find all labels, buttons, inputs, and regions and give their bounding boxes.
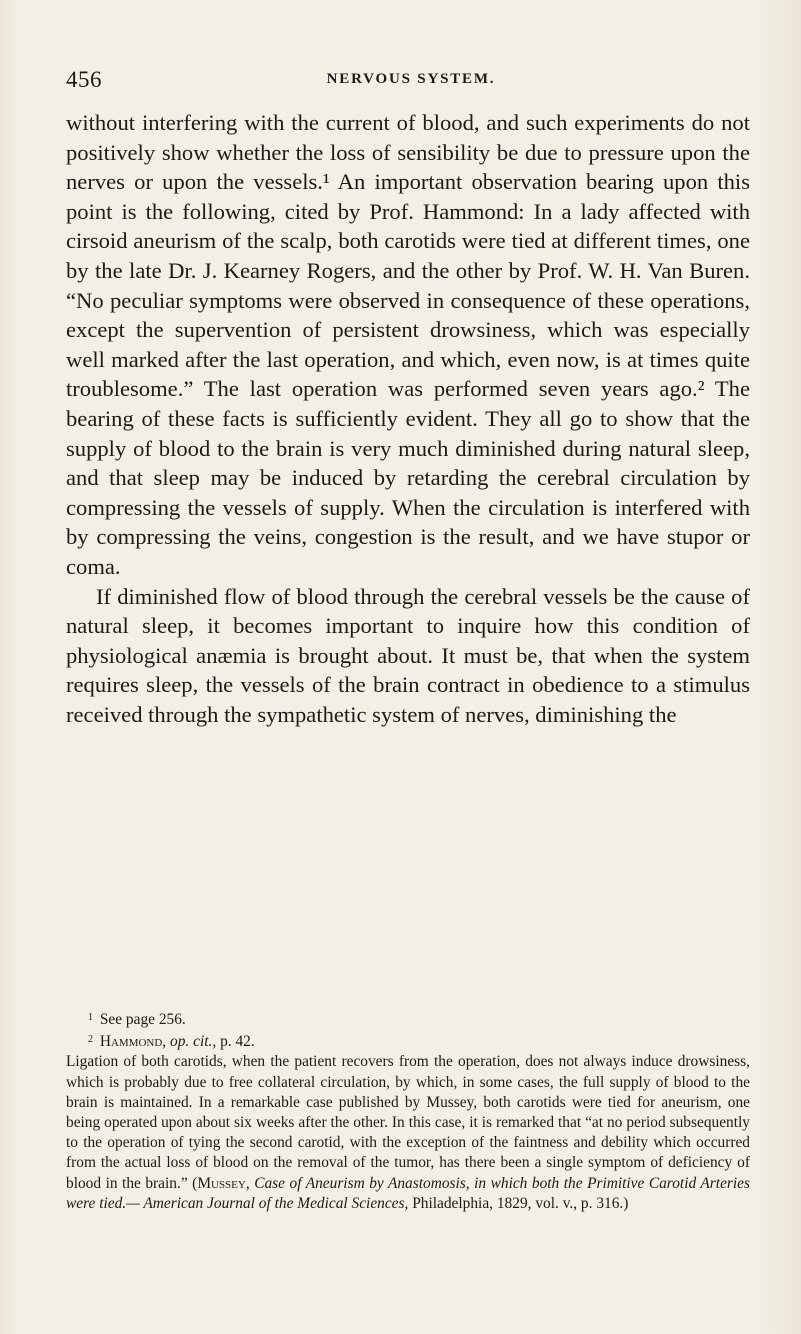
running-title: NERVOUS SYSTEM. [326,71,496,87]
footnote-1 [66,1008,750,1030]
body-text [66,108,750,729]
footnote-2-mussey: Mussey, [197,1174,250,1192]
body-paragraph-2: If diminished flow of blood through the cerebral vessels be the cause of natural sleep, it becomes important to inquire how this condition of physiological anæmia is brought about. It must be, that when the system requires sleep, the vessels of the brain contract in obedience to a stimulus received through the sympathetic system of nerves, diminishing the [66,583,750,727]
footnote-2-paragraph [66,1052,750,1214]
footnotes [66,1008,750,1214]
footnote-2-title: Case of Aneurism by Anastomosis, in which both the Primitive Carotid Arteries were tied.— American Journal of the Medical Sciences, [66,1174,750,1212]
footnote-2 [66,1030,750,1052]
footnote-2-marker: 2 [88,1034,93,1046]
footnote-2-tail: Philadelphia, 1829, vol. v., p. 316.) [412,1194,629,1212]
footnote-1-marker: 1 [88,1012,93,1023]
body-paragraph-1: without interfering with the current of blood, and such experiments do not positively show whether the loss of sensibility be due to pressure upon the nerves or upon the vessels.¹ An important observation bearing upon this point is the following, cited by Prof. Hammond: In a lady affected with cirsoid aneurism of the scalp, both carotids were tied at different times, one by the late Dr. J. Kearney Rogers, and the other by Prof. W. H. Van Buren. “No peculiar symptoms were observed in consequence of these operations, except the supervention of persistent drowsiness, which was especially well marked after the last operation, and which, even now, is at times quite troublesome.” The last operation was performed seven years ago.² The bearing of these facts is sufficiently evident. They all go to show that the supply of blood to the brain is very much diminished during natural sleep, and that sleep may be induced by retarding the cerebral circulation by compressing the vessels of supply. When the circulation is interfered with by compressing the veins, congestion is the result, and we have stupor or coma. [66,110,750,579]
page-header [66,67,746,93]
footnote-2-author: Hammond, [99,1033,167,1051]
footnote-1-text: See page 256. [99,1011,186,1028]
footnote-2-page: p. 42. [220,1033,255,1051]
page-number: 456 [66,67,102,92]
footnote-2-cite: op. cit., [170,1033,217,1051]
footnote-2-para-a: Ligation of both carotids, when the patient recovers from the operation, does not always induce drowsiness, which is probably due to free collateral circulation, by which, in some cases, the full supply of blood to the brain is maintained. In a remarkable case published by Mussey, both carotids were tied for aneurism, one being operated upon about six weeks after the other. In this case, it is remarked that “at no period subsequently to the operation of tying the second carotid, with the exception of the faintness and debility which occurred from the actual loss of blood on the removal of the tumor, has there been a single symptom of deficiency of blood in the brain.” ( [66,1053,750,1192]
